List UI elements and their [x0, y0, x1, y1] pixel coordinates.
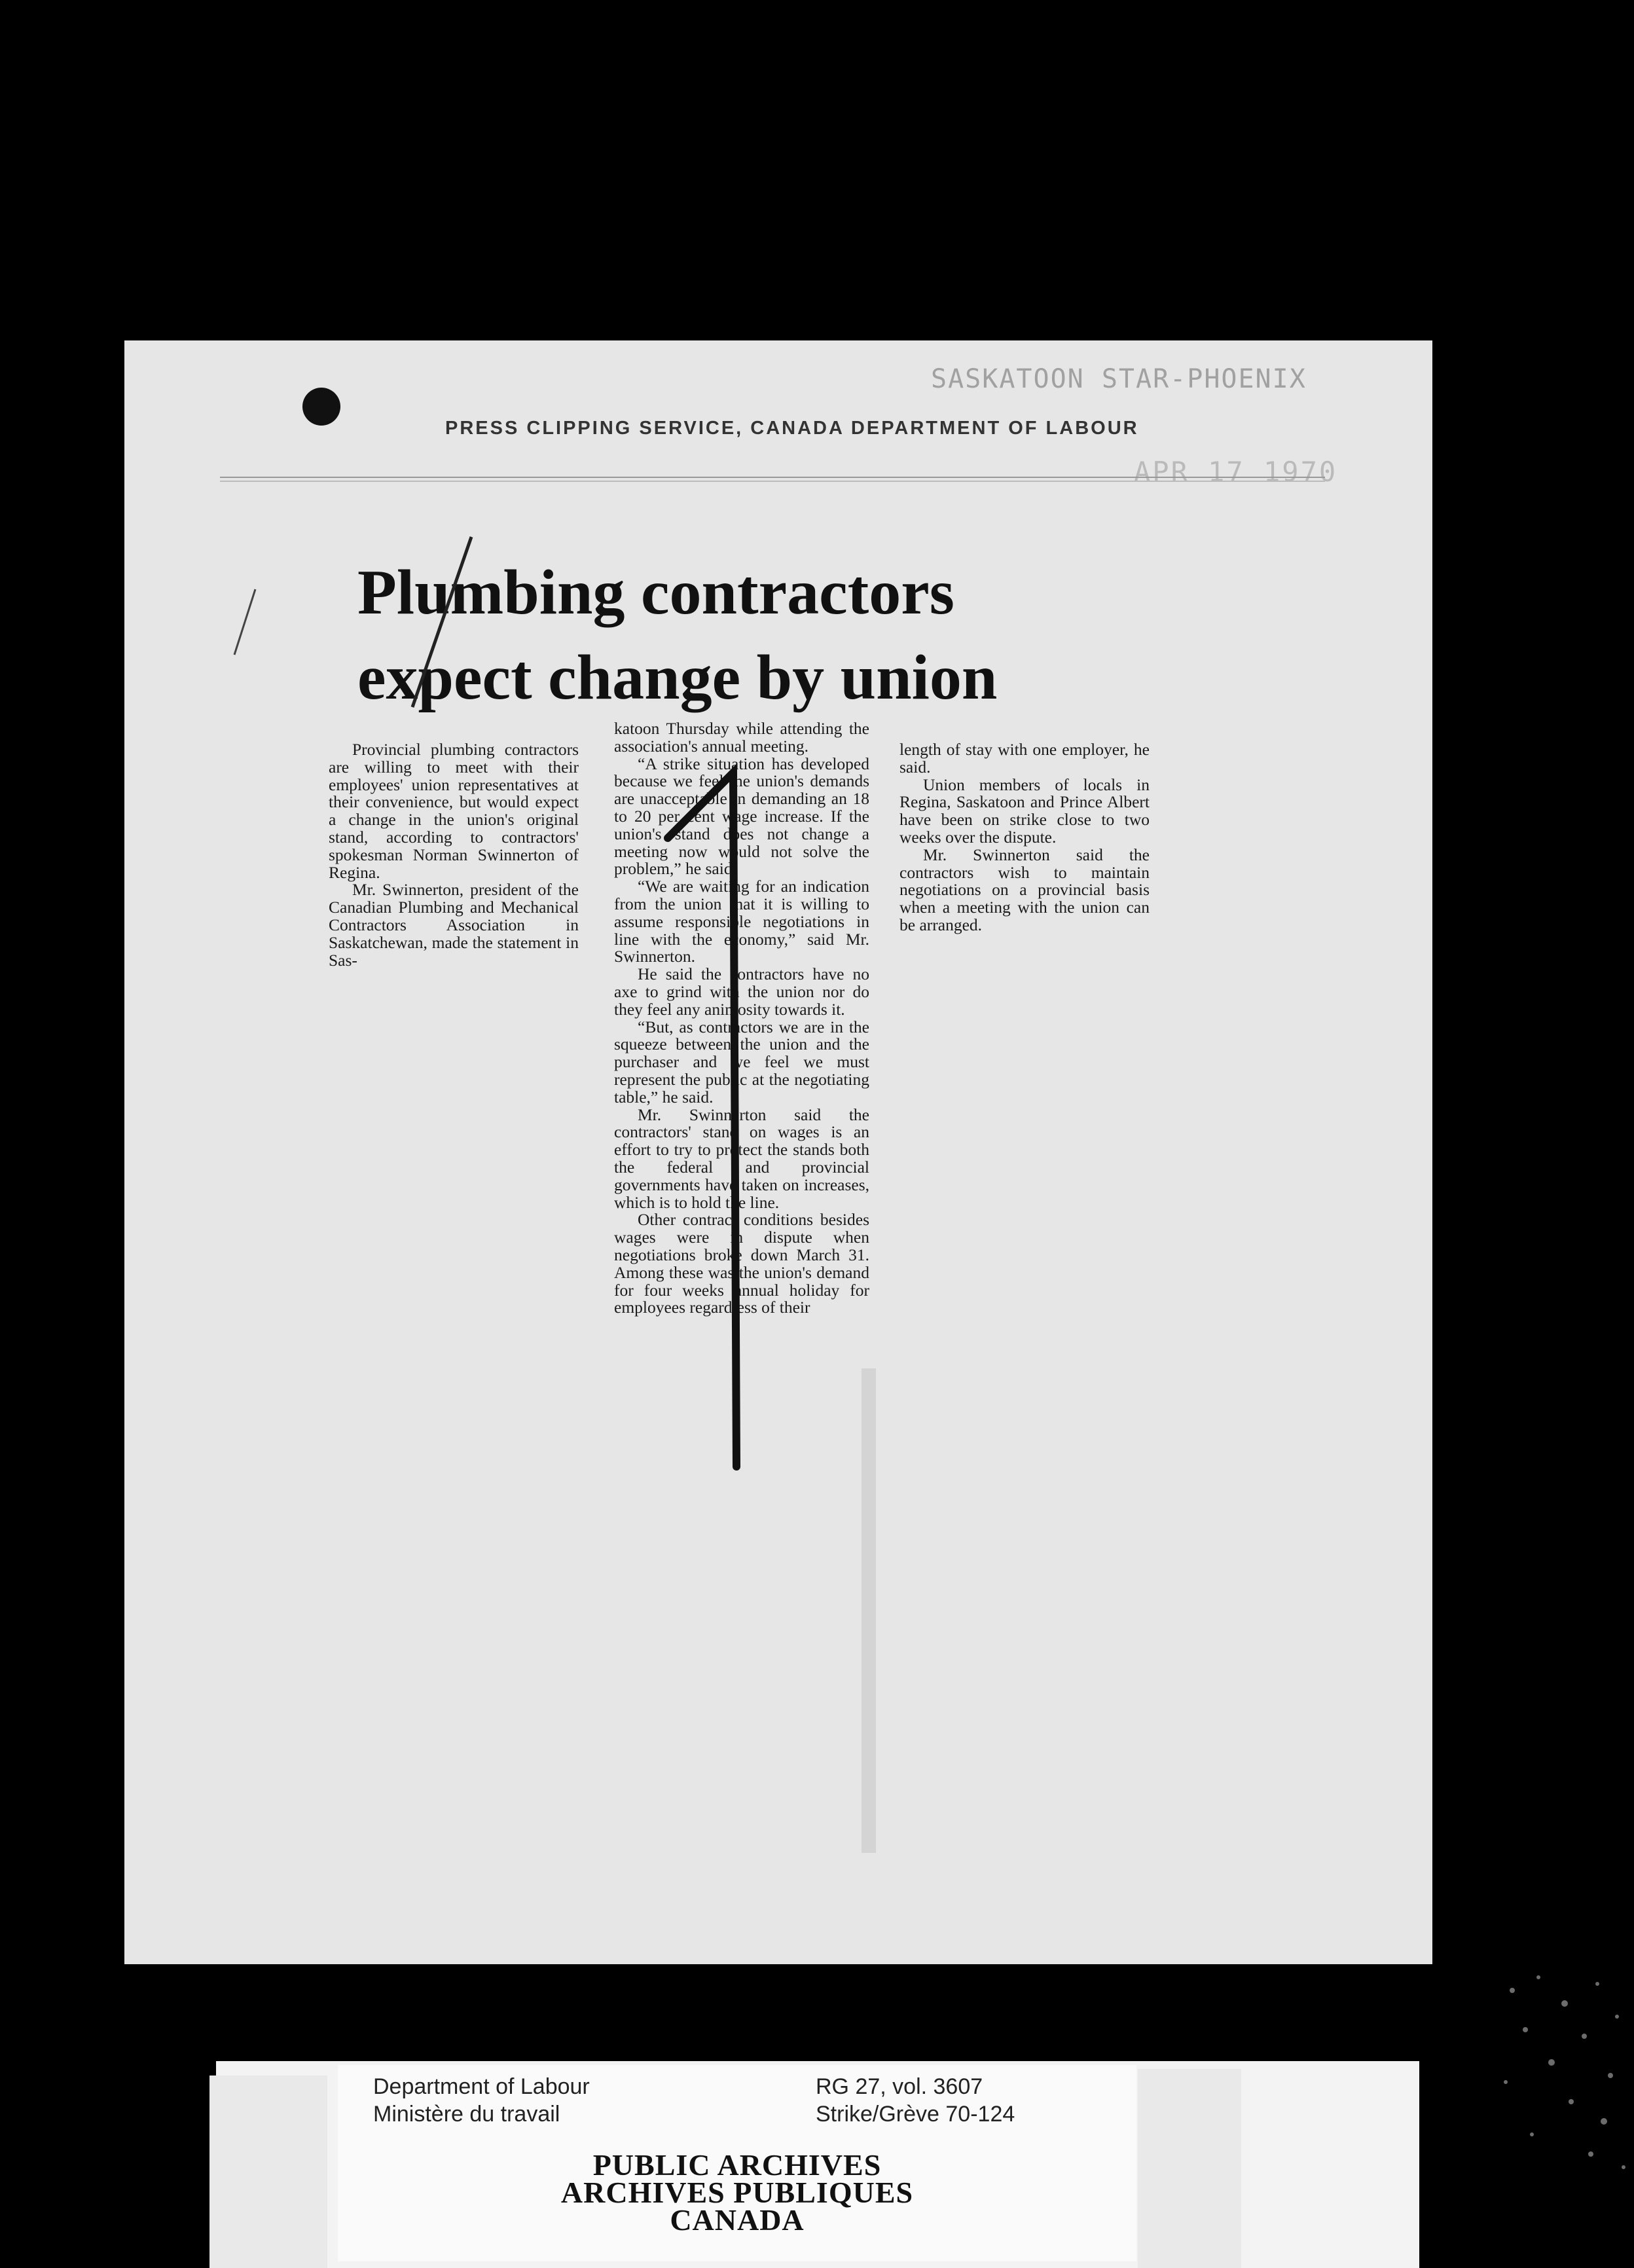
clipping-sheet — [124, 340, 1432, 1964]
archives-stamp — [338, 2148, 1136, 2237]
paragraph: Mr. Swinnerton, president of the Canadian Plumbing and Mechanical Contractors Association in Saskatchewan, made the statement in Sas- — [329, 880, 579, 970]
paragraph: “But, as contractors we are in the squeeze between the union and the purchaser and we feel we must represent the public at the negotiating table,” he said. — [614, 1017, 869, 1107]
clipping-edge-shadow — [862, 1368, 876, 1853]
paragraph: “A strike situation has developed because we feel the union's demands are unacceptable in demanding an 18 to 20 per cent wage increase. If the union's stand does not change a meeting now would not solve the problem,” he said. — [614, 754, 869, 879]
archives-french: ARCHIVES PUBLIQUES — [560, 2176, 914, 2209]
date-stamp: APR 17 1970 — [1134, 456, 1338, 488]
article-headline — [357, 550, 1274, 720]
paragraph: He said the contractors have no axe to grind with the union nor do they feel any animosity towards it. — [614, 964, 869, 1019]
newspaper-source-stamp: SASKATOON STAR-PHOENIX — [931, 364, 1307, 394]
paragraph: Mr. Swinnerton said the contractors wish to maintain negotiations on a provincial basis when a meeting with the union can be arranged. — [899, 845, 1150, 934]
header-rule — [220, 477, 1325, 482]
headline-line-2: expect change by union — [357, 642, 998, 713]
record-group-volume: RG 27, vol. 3607 — [816, 2074, 983, 2099]
paragraph: “We are waiting for an indication from the union that it is willing to assume responsible negotiations in line with the economy,” said Mr. Swinnerton. — [614, 877, 869, 966]
department-french: Ministère du travail — [373, 2102, 560, 2127]
film-edge-noise — [1486, 1951, 1634, 2200]
paragraph: length of stay with one employer, he said. — [899, 740, 1150, 777]
pencil-tick-stroke — [234, 589, 255, 655]
department-english: Department of Labour — [373, 2074, 590, 2099]
article-column-2 — [614, 720, 869, 1317]
label-tab-right — [1138, 2069, 1241, 2268]
archives-english: PUBLIC ARCHIVES — [592, 2148, 882, 2182]
paragraph: Mr. Swinnerton said the contractors' stand on wages is an effort to try to protect the stands both the federal and provincial governments have taken on increases, which is to hold the line. — [614, 1105, 869, 1212]
paragraph: Union members of locals in Regina, Saskatoon and Prince Albert have been on strike close to two weeks over the dispute. — [899, 775, 1150, 847]
paragraph: Other contract conditions besides wages were in dispute when negotiations broke down March 31. Among these was the union's demand for four weeks annual holiday for employees regardless of their — [614, 1210, 869, 1317]
archives-country: CANADA — [670, 2203, 805, 2237]
press-clipping-header: PRESS CLIPPING SERVICE, CANADA DEPARTMENT OF LABOUR — [445, 418, 1139, 439]
article-column-1 — [329, 741, 579, 969]
headline-line-1: Plumbing contractors — [357, 557, 954, 628]
label-tab-left — [209, 2076, 327, 2268]
strike-file-number: Strike/Grève 70-124 — [816, 2102, 1015, 2127]
paragraph: katoon Thursday while attending the association's annual meeting. — [614, 719, 869, 756]
paragraph: Provincial plumbing contractors are willing to meet with their employees' union representatives at their convenience, but would expect a change in the union's original stand, according to contractors' spokesman Norman Swinnerton of Regina. — [329, 740, 579, 882]
article-column-3 — [899, 741, 1150, 934]
punch-hole — [302, 388, 340, 426]
